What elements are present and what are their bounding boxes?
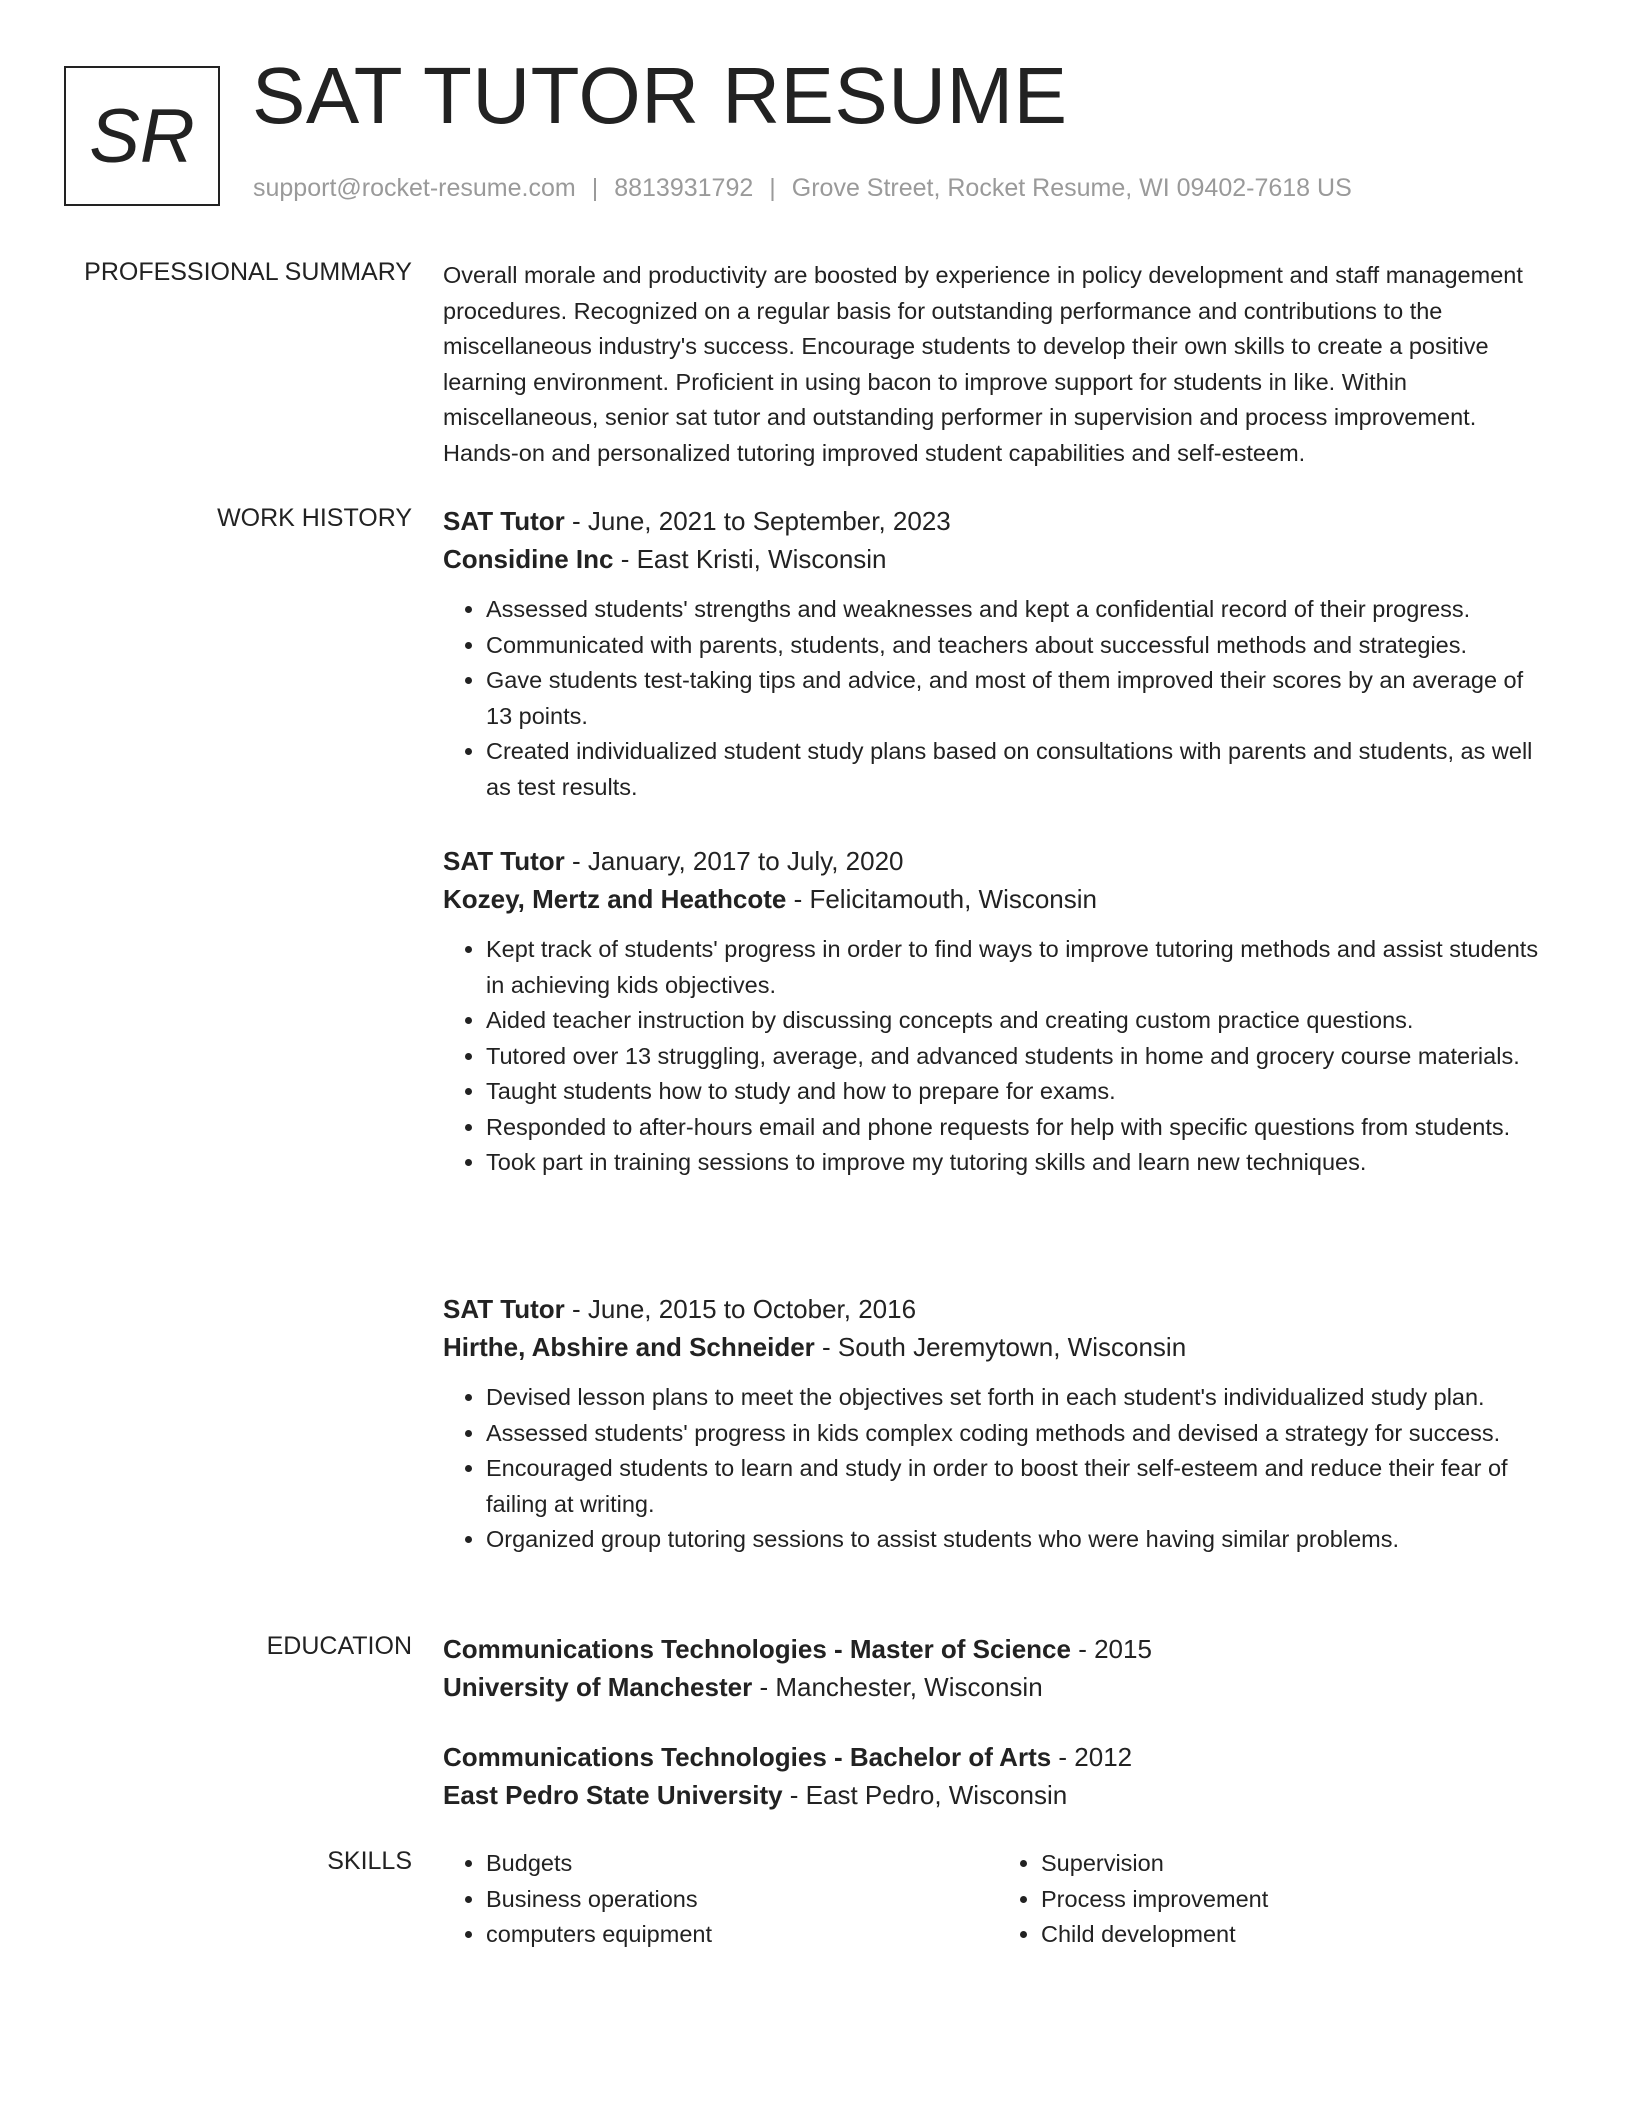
list-item: • Organized group tutoring sessions to assist students who were having similar problems.: [486, 1522, 1553, 1558]
job-location: - South Jeremytown, Wisconsin: [814, 1332, 1187, 1362]
school-line: [443, 1776, 1553, 1814]
job-dates: - June, 2015 to October, 2016: [564, 1294, 917, 1324]
list-item: • Aided teacher instruction by discussing concepts and creating custom practice questions.: [486, 1003, 1553, 1039]
skill-item: • computers equipment: [486, 1917, 998, 1953]
job-entry: [443, 1290, 1553, 1558]
degree: Communications Technologies - Master of Science: [443, 1634, 1071, 1664]
education-entry: [443, 1738, 1553, 1814]
skill-item: • Budgets: [486, 1846, 998, 1882]
list-item: • Kept track of students' progress in order to find ways to improve tutoring methods and assist students in achieving kids objectives.: [486, 932, 1553, 1003]
list-item: • Responded to after-hours email and phone requests for help with specific questions from students.: [486, 1110, 1553, 1146]
contact-separator: |: [769, 174, 776, 202]
school: East Pedro State University: [443, 1780, 783, 1810]
list-item: • Assessed students' strengths and weaknesses and kept a confidential record of their progress.: [486, 592, 1553, 628]
job-location: - Felicitamouth, Wisconsin: [786, 884, 1098, 914]
skills-column-left: [443, 1846, 998, 1953]
contact-address: Grove Street, Rocket Resume, WI 09402-7618 US: [791, 174, 1352, 202]
skill-item: • Supervision: [1041, 1846, 1553, 1882]
job-company: Hirthe, Abshire and Schneider: [443, 1332, 815, 1362]
job-title: SAT Tutor: [443, 846, 565, 876]
school: University of Manchester: [443, 1672, 753, 1702]
job-bullets: [443, 1380, 1553, 1558]
job-title-line: [443, 842, 1553, 880]
list-item: • Communicated with parents, students, and teachers about successful methods and strategies.: [486, 628, 1553, 664]
list-item: • Gave students test-taking tips and advice, and most of them improved their scores by an average of 13 points.: [486, 663, 1553, 734]
section-label-skills: SKILLS: [327, 1847, 412, 1875]
skills-list: [443, 1846, 1553, 1953]
list-item: • Encouraged students to learn and study in order to boost their self-esteem and reduce their fear of failing at writing.: [486, 1451, 1553, 1522]
summary-text: Overall morale and productivity are boosted by experience in policy development and staff management procedures. Recognized on a regular basis for outstanding performance and contributions to the miscellaneous industry's success. Encourage students to develop their own skills to create a positive learning environment. Proficient in using bacon to improve support for students in like. Within miscellaneous, senior sat tutor and outstanding performer in supervision and process improvement. Hands-on and personalized tutoring improved student capabilities and self-esteem.: [443, 262, 1523, 466]
degree: Communications Technologies - Bachelor of Arts: [443, 1742, 1052, 1772]
job-company-line: [443, 1328, 1553, 1366]
job-title-line: [443, 1290, 1553, 1328]
job-location: - East Kristi, Wisconsin: [613, 544, 887, 574]
monogram-logo: SR: [64, 66, 220, 206]
job-title: SAT Tutor: [443, 1294, 565, 1324]
job-entry: [443, 842, 1553, 1181]
degree-line: [443, 1630, 1553, 1668]
section-label-work-history: WORK HISTORY: [217, 504, 412, 532]
list-item: • Created individualized student study plans based on consultations with parents and students, as well as test results.: [486, 734, 1553, 805]
list-item: • Assessed students' progress in kids complex coding methods and devised a strategy for success.: [486, 1416, 1553, 1452]
job-bullets: [443, 592, 1553, 805]
job-company: Kozey, Mertz and Heathcote: [443, 884, 787, 914]
job-bullets: [443, 932, 1553, 1181]
contact-separator: |: [591, 174, 599, 202]
job-title: SAT Tutor: [443, 506, 565, 536]
degree-year: - 2012: [1051, 1742, 1133, 1772]
section-label-summary: PROFESSIONAL SUMMARY: [84, 258, 412, 286]
skill-item: • Business operations: [486, 1882, 998, 1918]
contact-email: support@rocket-resume.com: [253, 174, 576, 202]
degree-line: [443, 1738, 1553, 1776]
skill-item: • Process improvement: [1041, 1882, 1553, 1918]
job-company-line: [443, 540, 1553, 578]
degree-year: - 2015: [1070, 1634, 1152, 1664]
list-item: • Took part in training sessions to improve my tutoring skills and learn new techniques.: [486, 1145, 1553, 1181]
contact-phone: 8813931792: [614, 174, 754, 202]
job-dates: - January, 2017 to July, 2020: [564, 846, 904, 876]
school-location: - East Pedro, Wisconsin: [782, 1780, 1068, 1810]
list-item: • Tutored over 13 struggling, average, and advanced students in home and grocery course materials.: [486, 1039, 1553, 1075]
school-location: - Manchester, Wisconsin: [752, 1672, 1043, 1702]
education-entry: [443, 1630, 1553, 1706]
school-line: [443, 1668, 1553, 1706]
job-company-line: [443, 880, 1553, 918]
job-entry: [443, 502, 1553, 805]
skill-item: • Child development: [1041, 1917, 1553, 1953]
job-dates: - June, 2021 to September, 2023: [564, 506, 951, 536]
list-item: • Taught students how to study and how to prepare for exams.: [486, 1074, 1553, 1110]
section-label-education: EDUCATION: [266, 1632, 412, 1660]
contact-line: [253, 174, 1352, 203]
job-company: Considine Inc: [443, 544, 614, 574]
resume-title: SAT TUTOR RESUME: [252, 51, 1068, 140]
list-item: • Devised lesson plans to meet the objectives set forth in each student's individualized study plan.: [486, 1380, 1553, 1416]
skills-column-right: [998, 1846, 1553, 1953]
job-title-line: [443, 502, 1553, 540]
